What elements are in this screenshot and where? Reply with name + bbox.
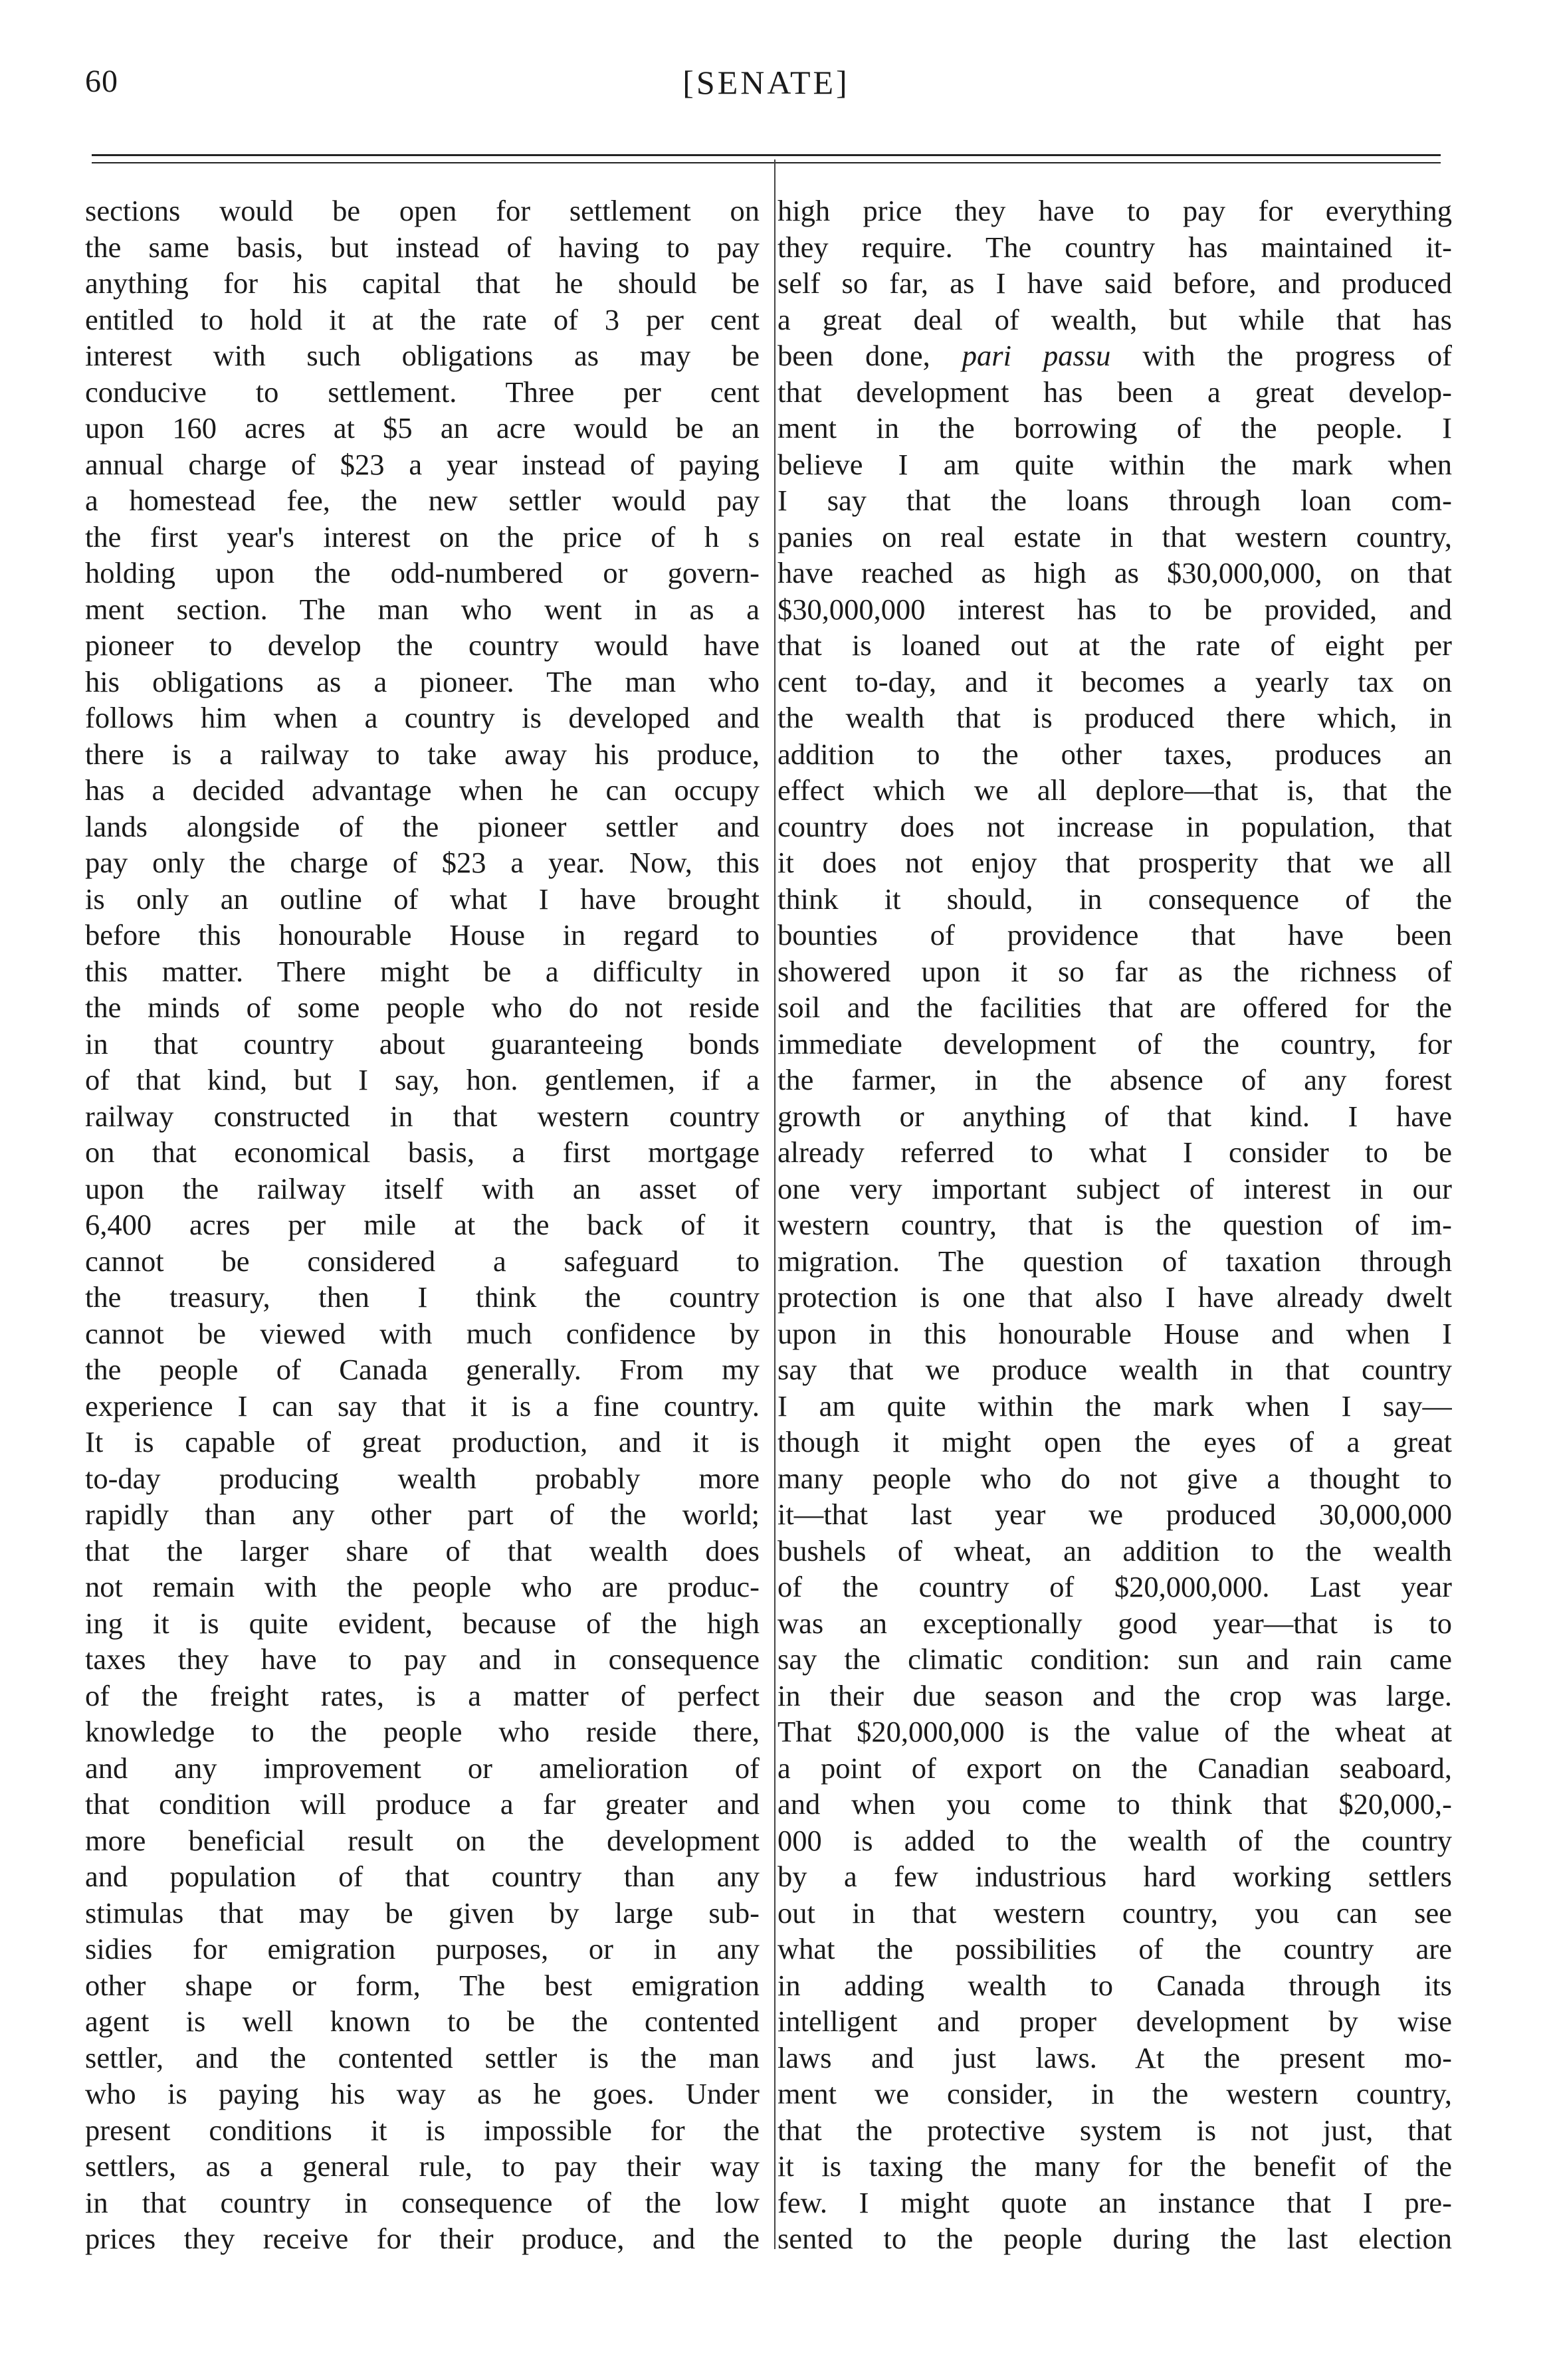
text-line: has a decided advantage when he can occupy	[85, 773, 760, 807]
text-line: stimulas that may be given by large sub-	[85, 1896, 760, 1930]
text-line: self so far, as I have said before, and produced	[777, 266, 1452, 300]
text-line: the farmer, in the absence of any forest	[777, 1063, 1452, 1096]
text-line: the minds of some people who do not reside	[85, 991, 760, 1024]
text-line: been done, pari passu with the progress of	[777, 339, 1452, 372]
text-line: immediate development of the country, for	[777, 1027, 1452, 1060]
text-line: it—that last year we produced 30,000,000	[777, 1498, 1452, 1531]
text-line: this matter. There might be a difficulty in	[85, 954, 760, 988]
text-line: in that country about guaranteeing bonds	[85, 1027, 760, 1060]
text-line: I say that the loans through loan com-	[777, 484, 1452, 517]
text-line: annual charge of $23 a year instead of paying	[85, 447, 760, 481]
text-line: lands alongside of the pioneer settler and	[85, 809, 760, 843]
running-head: [SENATE]	[682, 64, 850, 101]
text-line: of the country of $20,000,000. Last year	[777, 1570, 1452, 1603]
text-line: entitled to hold it at the rate of 3 per cent	[85, 302, 760, 336]
left-column	[85, 193, 760, 2257]
text-line: the first year's interest on the price of h s	[85, 520, 760, 553]
text-line: 6,400 acres per mile at the back of it	[85, 1208, 760, 1241]
text-line: of the freight rates, is a matter of perfect	[85, 1678, 760, 1712]
text-line: it does not enjoy that prosperity that we all	[777, 846, 1452, 879]
text-line: ment we consider, in the western country,	[777, 2077, 1452, 2110]
text-line: country does not increase in population, that	[777, 809, 1452, 843]
header-rule-bottom	[92, 162, 1441, 163]
text-line: in that country in consequence of the low	[85, 2185, 760, 2219]
text-line: though it might open the eyes of a great	[777, 1425, 1452, 1458]
text-line: already referred to what I consider to be	[777, 1136, 1452, 1169]
text-line: showered upon it so far as the richness of	[777, 954, 1452, 988]
text-line: it is taxing the many for the benefit of the	[777, 2149, 1452, 2183]
text-line: upon in this honourable House and when I	[777, 1316, 1452, 1350]
text-line: settlers, as a general rule, to pay their way	[85, 2149, 760, 2183]
text-line: It is capable of great production, and it is	[85, 1425, 760, 1458]
text-line: that the protective system is not just, that	[777, 2113, 1452, 2147]
text-line: sented to the people during the last election	[777, 2222, 1452, 2255]
text-line: follows him when a country is developed and	[85, 701, 760, 734]
text-line: sections would be open for settlement on	[85, 194, 760, 227]
text-line: that condition will produce a far greater and	[85, 1787, 760, 1821]
column-divider	[774, 159, 775, 2249]
text-line: That $20,000,000 is the value of the wheat at	[777, 1715, 1452, 1748]
text-line: panies on real estate in that western country,	[777, 520, 1452, 553]
text-line: and any improvement or amelioration of	[85, 1751, 760, 1785]
text-line: intelligent and proper development by wise	[777, 2005, 1452, 2038]
text-line: and population of that country than any	[85, 1860, 760, 1893]
text-line: that development has been a great develop-	[777, 375, 1452, 409]
text-line: I am quite within the mark when I say—	[777, 1389, 1452, 1423]
page-header	[85, 63, 1447, 116]
text-line: who is paying his way as he goes. Under	[85, 2077, 760, 2110]
text-line: a homestead fee, the new settler would pay	[85, 484, 760, 517]
text-line: cannot be considered a safeguard to	[85, 1244, 760, 1278]
text-line: rapidly than any other part of the world;	[85, 1498, 760, 1531]
text-line: taxes they have to pay and in consequence	[85, 1642, 760, 1676]
text-line: sidies for emigration purposes, or in any	[85, 1932, 760, 1965]
text-line: few. I might quote an instance that I pre-	[777, 2185, 1452, 2219]
text-line: in their due season and the crop was large.	[777, 1678, 1452, 1712]
text-line: is only an outline of what I have brought	[85, 882, 760, 916]
text-line: and when you come to think that $20,000,-	[777, 1787, 1452, 1821]
text-line: other shape or form, The best emigration	[85, 1968, 760, 2002]
text-line: the wealth that is produced there which, in	[777, 701, 1452, 734]
text-line: laws and just laws. At the present mo-	[777, 2040, 1452, 2074]
text-line: on that economical basis, a first mortgage	[85, 1136, 760, 1169]
text-line: settler, and the contented settler is the man	[85, 2040, 760, 2074]
text-line: out in that western country, you can see	[777, 1896, 1452, 1930]
text-line: cent to-day, and it becomes a yearly tax on	[777, 664, 1452, 698]
text-line: more beneficial result on the development	[85, 1823, 760, 1857]
header-rule-top	[92, 154, 1441, 156]
text-line: that is loaned out at the rate of eight per	[777, 629, 1452, 662]
text-line: western country, that is the question of im-	[777, 1208, 1452, 1241]
text-line: experience I can say that it is a fine country.	[85, 1389, 760, 1423]
text-line: knowledge to the people who reside there,	[85, 1715, 760, 1748]
text-line: pioneer to develop the country would have	[85, 629, 760, 662]
text-line: was an exceptionally good year—that is to	[777, 1606, 1452, 1640]
text-line: think it should, in consequence of the	[777, 882, 1452, 916]
text-line: upon 160 acres at $5 an acre would be an	[85, 411, 760, 445]
text-line: present conditions it is impossible for the	[85, 2113, 760, 2147]
text-line: by a few industrious hard working settlers	[777, 1860, 1452, 1893]
text-line: the people of Canada generally. From my	[85, 1353, 760, 1386]
text-line: holding upon the odd-numbered or govern-	[85, 556, 760, 589]
text-line: not remain with the people who are produc-	[85, 1570, 760, 1603]
text-line: what the possibilities of the country are	[777, 1932, 1452, 1965]
text-line: they require. The country has maintained it-	[777, 230, 1452, 264]
text-line: a great deal of wealth, but while that has	[777, 302, 1452, 336]
text-line: have reached as high as $30,000,000, on that	[777, 556, 1452, 589]
text-line: in adding wealth to Canada through its	[777, 1968, 1452, 2002]
text-line: his obligations as a pioneer. The man who	[85, 664, 760, 698]
text-line: addition to the other taxes, produces an	[777, 737, 1452, 771]
text-line: anything for his capital that he should be	[85, 266, 760, 300]
text-line: a point of export on the Canadian seaboard,	[777, 1751, 1452, 1785]
text-line: the same basis, but instead of having to pay	[85, 230, 760, 264]
text-line: say the climatic condition: sun and rain came	[777, 1642, 1452, 1676]
text-line: growth or anything of that kind. I have	[777, 1099, 1452, 1133]
text-line: conducive to settlement. Three per cent	[85, 375, 760, 409]
text-line: say that we produce wealth in that country	[777, 1353, 1452, 1386]
text-line: prices they receive for their produce, and the	[85, 2222, 760, 2255]
text-line: of that kind, but I say, hon. gentlemen, if a	[85, 1063, 760, 1096]
text-line: agent is well known to be the contented	[85, 2005, 760, 2038]
text-line: ment in the borrowing of the people. I	[777, 411, 1452, 445]
text-line: 000 is added to the wealth of the country	[777, 1823, 1452, 1857]
text-line: migration. The question of taxation through	[777, 1244, 1452, 1278]
text-line: $30,000,000 interest has to be provided, and	[777, 592, 1452, 626]
text-line: the treasury, then I think the country	[85, 1280, 760, 1314]
text-line: railway constructed in that western country	[85, 1099, 760, 1133]
text-line: there is a railway to take away his produce,	[85, 737, 760, 771]
text-line: ment section. The man who went in as a	[85, 592, 760, 626]
text-line: high price they have to pay for everything	[777, 194, 1452, 227]
text-line: believe I am quite within the mark when	[777, 447, 1452, 481]
text-line: upon the railway itself with an asset of	[85, 1171, 760, 1205]
text-line: before this honourable House in regard to	[85, 918, 760, 951]
text-line: effect which we all deplore—that is, that the	[777, 773, 1452, 807]
text-line: one very important subject of interest in our	[777, 1171, 1452, 1205]
text-line: interest with such obligations as may be	[85, 339, 760, 372]
text-line: that the larger share of that wealth does	[85, 1534, 760, 1567]
text-line: cannot be viewed with much confidence by	[85, 1316, 760, 1350]
text-line: soil and the facilities that are offered for the	[777, 991, 1452, 1024]
right-column	[777, 193, 1452, 2257]
text-line: to-day producing wealth probably more	[85, 1461, 760, 1495]
text-line: many people who do not give a thought to	[777, 1461, 1452, 1495]
page-number: 60	[85, 64, 118, 99]
text-line: bushels of wheat, an addition to the wealth	[777, 1534, 1452, 1567]
text-line: protection is one that also I have already dwelt	[777, 1280, 1452, 1314]
text-line: pay only the charge of $23 a year. Now, this	[85, 846, 760, 879]
text-line: ing it is quite evident, because of the high	[85, 1606, 760, 1640]
text-line: bounties of providence that have been	[777, 918, 1452, 951]
